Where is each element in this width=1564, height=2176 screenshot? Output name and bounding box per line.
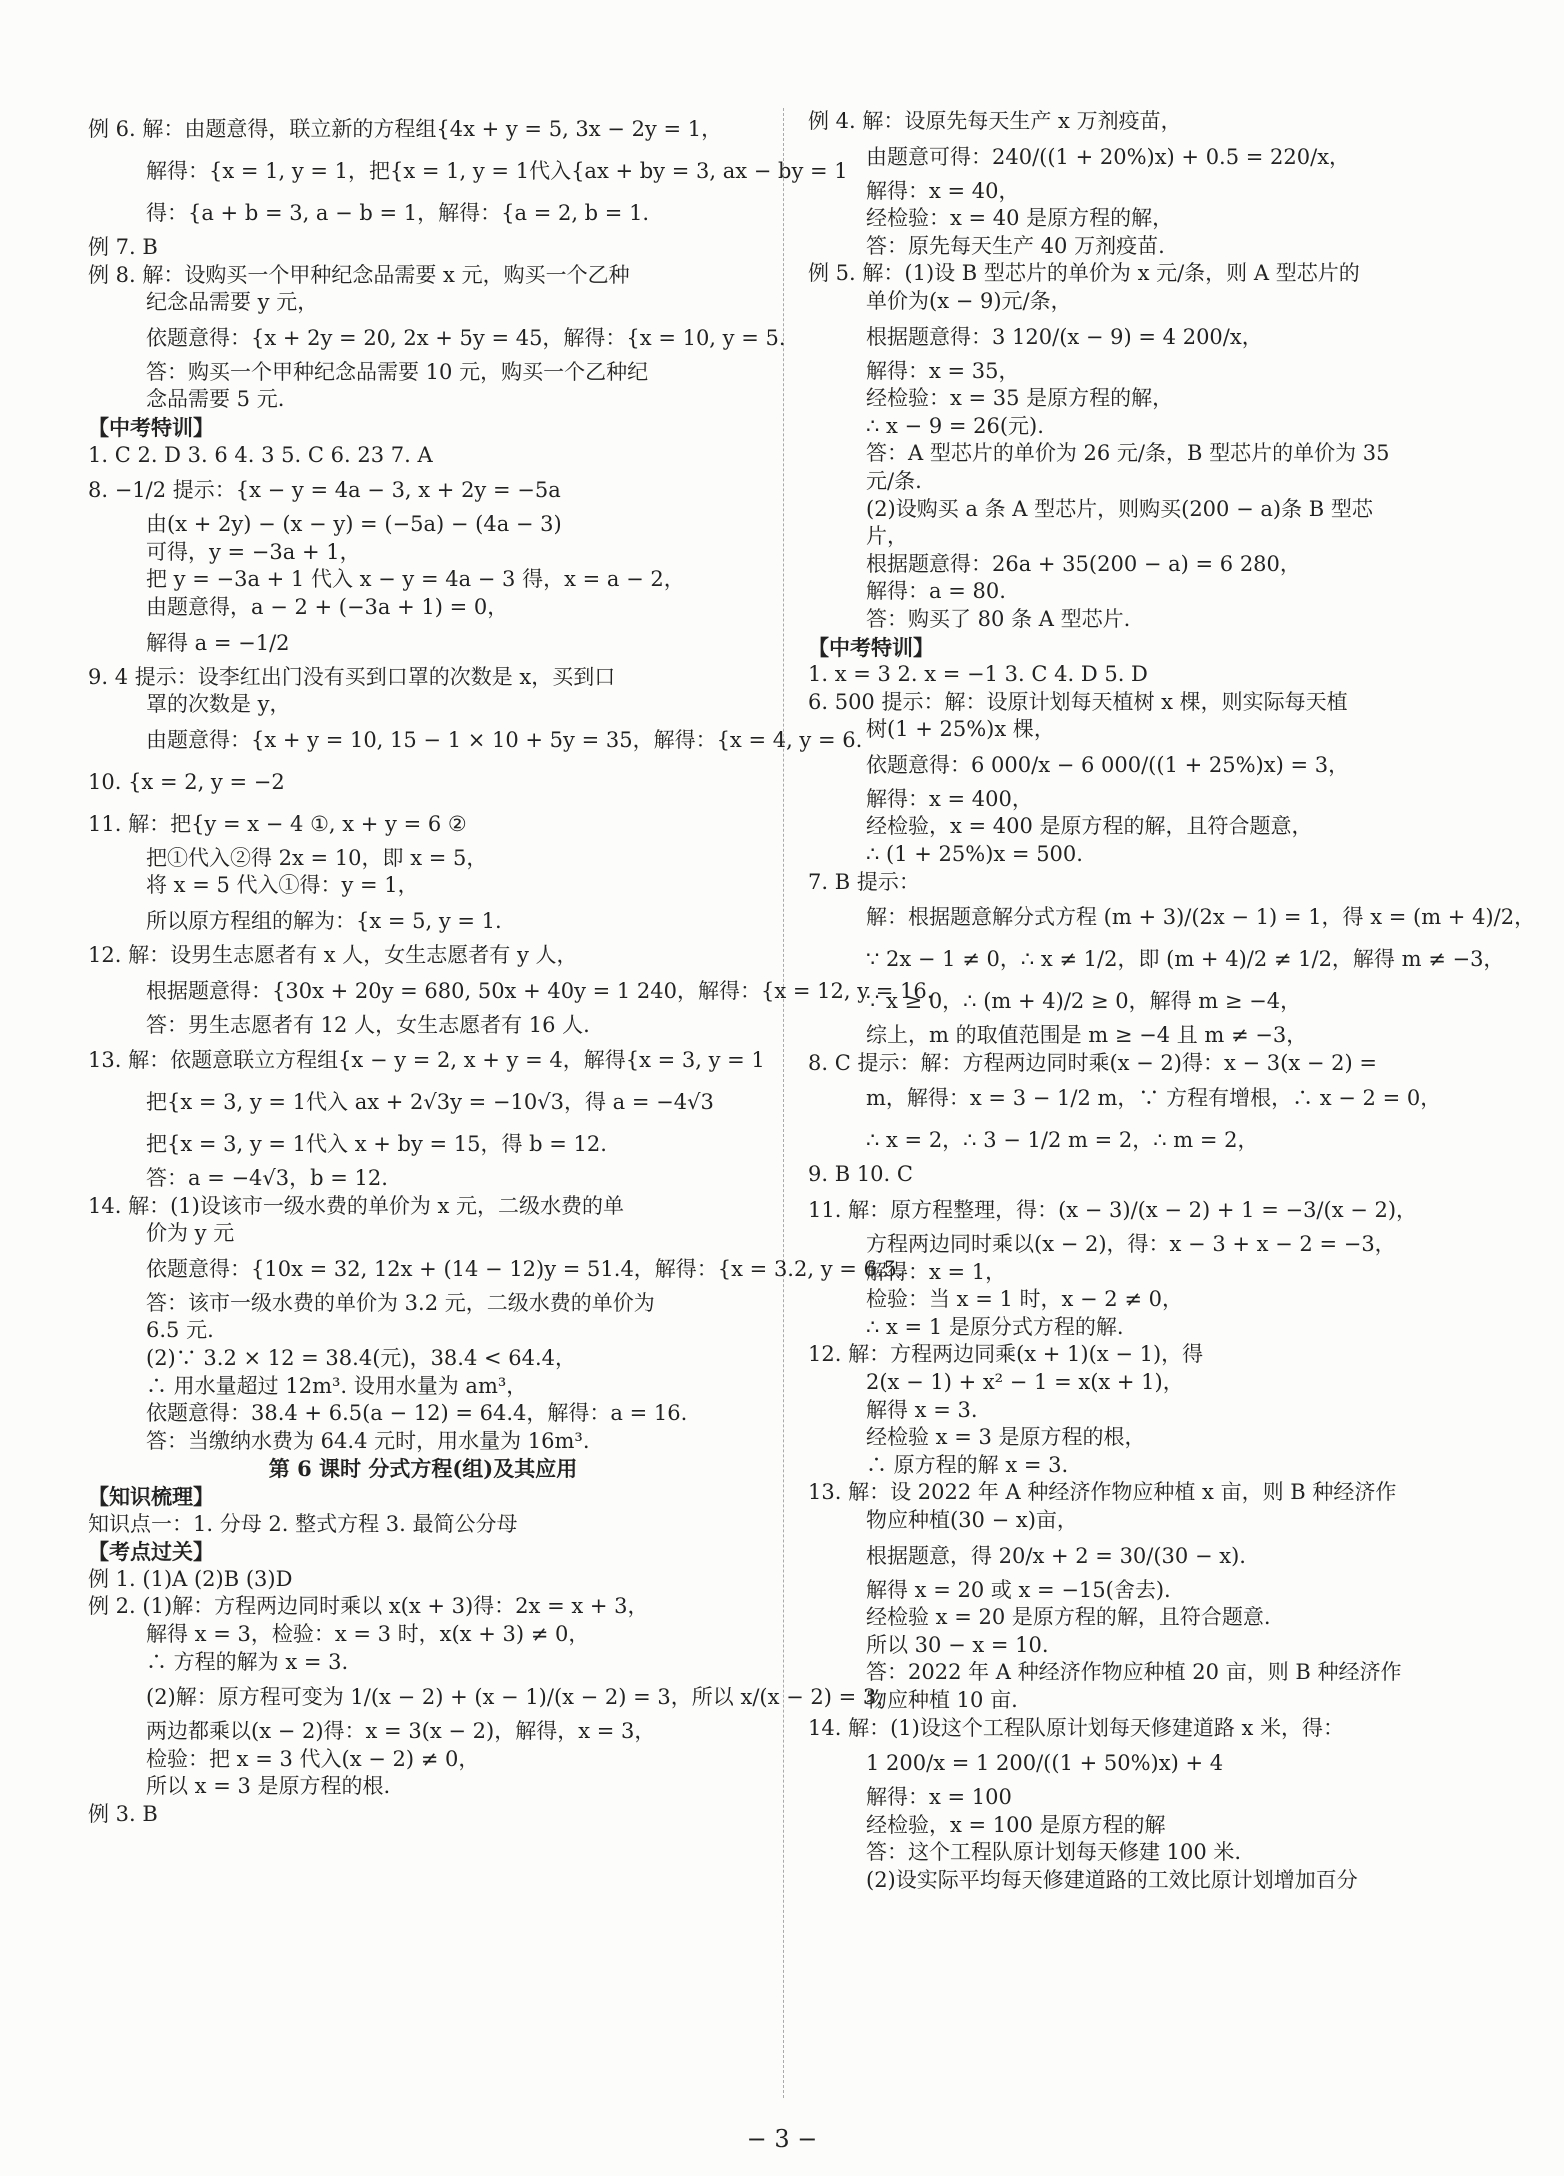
section-heading: 【考点过关】 [88, 1539, 214, 1565]
text-line: 解得：x = 35， [866, 358, 1020, 383]
text-line: 9. 4 提示：设李红出门没有买到口罩的次数是 x，买到口 [88, 664, 616, 689]
text-line: 价为 y 元 [146, 1221, 235, 1246]
text-line: 将 x = 5 代入①得：y = 1， [146, 873, 419, 898]
text-line: 例 6. 解：由题意得，联立新的方程组{4x + y = 5, 3x − 2y = 1， [88, 117, 723, 141]
section-heading: 【中考特训】 [88, 414, 214, 440]
text-line: 例 8. 解：设购买一个甲种纪念品需要 x 元，购买一个乙种 [88, 262, 630, 287]
text-line: (2)解：原方程可变为 1/(x − 2) + (x − 1)/(x − 2) = 3，所以 x/(x − 2) = 3， [146, 1685, 898, 1710]
text-line: 答：该市一级水费的单价为 3.2 元，二级水费的单价为 [146, 1290, 655, 1315]
text-line: 把{x = 3, y = 1代入 x + by = 15，得 b = 12. [146, 1132, 607, 1157]
text-line: 知识点一：1. 分母 2. 整式方程 3. 最简公分母 [88, 1511, 518, 1536]
text-line: 经检验，x = 400 是原方程的解，且符合题意， [866, 814, 1313, 839]
text-line: 10. {x = 2, y = −2 [88, 769, 285, 794]
text-line: 11. 解：原方程整理，得：(x − 3)/(x − 2) + 1 = −3/(x − 2)， [808, 1198, 1418, 1223]
text-line: 树(1 + 25%)x 棵， [866, 717, 1055, 742]
text-line: 13. 解：设 2022 年 A 种经济作物应种植 x 亩，则 B 种经济作 [808, 1480, 1397, 1505]
text-line: 单价为(x − 9)元/条， [866, 288, 1072, 313]
text-line: 7. B 提示： [808, 869, 920, 894]
text-line: 答：a = −4√3，b = 12. [146, 1166, 388, 1191]
text-line: 纪念品需要 y 元， [146, 290, 319, 315]
text-line: 1. x = 3 2. x = −1 3. C 4. D 5. D [808, 662, 1148, 687]
text-line: 物应种植(30 − x)亩， [866, 1507, 1078, 1532]
text-line: 物应种植 10 亩. [866, 1687, 1018, 1712]
text-line: 由(x + 2y) − (x − y) = (−5a) − (4a − 3) [146, 512, 562, 537]
text-line: 所以 30 − x = 10. [866, 1632, 1049, 1657]
text-line: 根据题意得：3 120/(x − 9) = 4 200/x， [866, 324, 1263, 349]
text-line: 经检验：x = 35 是原方程的解， [866, 386, 1174, 411]
text-line: (2)设购买 a 条 A 型芯片，则购买(200 − a)条 B 型芯 [866, 496, 1373, 521]
text-line: 解得：a = 80. [866, 579, 1006, 604]
section-heading: 【知识梳理】 [88, 1484, 214, 1510]
text-line: 解得 x = 3，检验：x = 3 时，x(x + 3) ≠ 0， [146, 1622, 590, 1646]
text-line: 经检验：x = 40 是原方程的解， [866, 206, 1174, 231]
text-line: 2(x − 1) + x² − 1 = x(x + 1)， [866, 1370, 1184, 1394]
text-line: 8. −1/2 提示：{x − y = 4a − 3, x + 2y = −5a [88, 478, 561, 503]
text-line: 例 1. (1)A (2)B (3)D [88, 1566, 293, 1591]
text-line: ∴ 方程的解为 x = 3. [146, 1649, 349, 1674]
text-line: 两边都乘以(x − 2)得：x = 3(x − 2)，解得，x = 3， [146, 1719, 656, 1744]
text-line: 答：购买了 80 条 A 型芯片. [866, 606, 1131, 631]
text-line: 经检验，x = 100 是原方程的解 [866, 1812, 1166, 1837]
text-line: 11. 解：把{y = x − 4 ①, x + y = 6 ② [88, 811, 467, 836]
text-line: 例 7. B [88, 235, 158, 259]
text-line: 依题意得：38.4 + 6.5(a − 12) = 64.4，解得：a = 16. [146, 1401, 688, 1426]
lesson-title: 第 6 课时 分式方程(组)及其应用 [268, 1456, 578, 1482]
text-line: 由题意得：{x + y = 10, 15 − 1 × 10 + 5y = 35，解得：{x = 4, y = 6. [146, 727, 863, 752]
text-line: 罩的次数是 y， [146, 692, 291, 717]
text-line: ∵ 2x − 1 ≠ 0，∴ x ≠ 1/2，即 (m + 4)/2 ≠ 1/2，解得 m ≠ −3， [866, 947, 1505, 972]
text-line: ∴ (1 + 25%)x = 500. [866, 842, 1083, 867]
text-line: 由题意可得：240/((1 + 20%)x) + 0.5 = 220/x， [866, 144, 1351, 169]
text-line: 检验：当 x = 1 时，x − 2 ≠ 0， [866, 1287, 1183, 1312]
text-line: 解：根据题意解分式方程 (m + 3)/(2x − 1) = 1，得 x = (m + 4)/2， [866, 905, 1536, 930]
text-line: 根据题意得：26a + 35(200 − a) = 6 280， [866, 551, 1301, 576]
text-line: 根据题意得：{30x + 20y = 680, 50x + 40y = 1 240，解得：{x = 12, y = 16. [146, 978, 934, 1003]
text-line: 答：2022 年 A 种经济作物应种植 20 亩，则 B 种经济作 [866, 1660, 1402, 1685]
text-line: 例 3. B [88, 1801, 158, 1826]
text-line: 6.5 元. [146, 1318, 214, 1343]
text-line: 12. 解：设男生志愿者有 x 人，女生志愿者有 y 人， [88, 942, 578, 967]
text-line: 解得：{x = 1, y = 1，把{x = 1, y = 1代入{ax + by = 3, ax − by = 1 [146, 159, 848, 183]
text-line: 可得，y = −3a + 1， [146, 539, 361, 564]
text-line: 例 2. (1)解：方程两边同时乘以 x(x + 3)得：2x = x + 3， [88, 1594, 649, 1619]
text-line: 把{x = 3, y = 1代入 ax + 2√3y = −10√3，得 a = −4√3 [146, 1090, 714, 1115]
text-line: 解得：x = 400， [866, 786, 1033, 811]
text-line: 解得 a = −1/2 [146, 630, 290, 655]
text-line: 方程两边同时乘以(x − 2)，得：x − 3 + x − 2 = −3， [866, 1232, 1396, 1257]
text-line: 检验：把 x = 3 代入(x − 2) ≠ 0， [146, 1746, 480, 1771]
text-line: 依题意得：{x + 2y = 20, 2x + 5y = 45，解得：{x = 10, y = 5. [146, 325, 786, 350]
text-line: 1 200/x = 1 200/((1 + 50%)x) + 4 [866, 1751, 1224, 1776]
text-line: 根据题意，得 20/x + 2 = 30/(30 − x). [866, 1543, 1246, 1568]
text-line: 1. C 2. D 3. 6 4. 3 5. C 6. 23 7. A [88, 442, 433, 467]
text-line: 把 y = −3a + 1 代入 x − y = 4a − 3 得，x = a − 2， [146, 567, 685, 592]
text-line: 答：原先每天生产 40 万剂疫苗. [866, 233, 1165, 258]
text-line: 元/条. [866, 468, 922, 493]
text-line: ∴ x − 9 = 26(元). [866, 413, 1044, 438]
text-line: 13. 解：依题意联立方程组{x − y = 2, x + y = 4，解得{x = 3, y = 1 [88, 1048, 765, 1073]
text-line: 12. 解：方程两边同乘(x + 1)(x − 1)，得 [808, 1342, 1204, 1367]
text-line: 解得 x = 20 或 x = −15(舍去). [866, 1577, 1171, 1602]
text-line: m，解得：x = 3 − 1/2 m，∵ 方程有增根，∴ x − 2 = 0， [866, 1086, 1442, 1111]
text-line: 综上，m 的取值范围是 m ≥ −4 且 m ≠ −3， [866, 1023, 1308, 1048]
text-line: 解得：x = 100 [866, 1785, 1012, 1810]
text-line: 所以原方程组的解为：{x = 5, y = 1. [146, 908, 502, 933]
text-line: 解得：x = 40， [866, 178, 1020, 203]
text-line: 念品需要 5 元. [146, 387, 285, 412]
text-line: 8. C 提示：解：方程两边同时乘(x − 2)得：x − 3(x − 2) = [808, 1050, 1377, 1075]
text-line: ∴ x = 2，∴ 3 − 1/2 m = 2，∴ m = 2， [866, 1128, 1259, 1153]
text-line: 答：当缴纳水费为 64.4 元时，用水量为 16m³. [146, 1428, 590, 1453]
text-line: 14. 解：(1)设该市一级水费的单价为 x 元，二级水费的单 [88, 1193, 625, 1218]
text-line: 由题意得，a − 2 + (−3a + 1) = 0， [146, 594, 509, 619]
text-line: ∴ 原方程的解 x = 3. [866, 1452, 1069, 1477]
text-line: (2)设实际平均每天修建道路的工效比原计划增加百分 [866, 1867, 1358, 1892]
text-line: ∴ x = 1 是原分式方程的解. [866, 1314, 1124, 1339]
right-column [808, 108, 1536, 1895]
text-line: 答：这个工程队原计划每天修建 100 米. [866, 1840, 1242, 1865]
text-line: 答：男生志愿者有 12 人，女生志愿者有 16 人. [146, 1012, 590, 1037]
text-line: 经检验 x = 3 是原方程的根， [866, 1425, 1146, 1450]
text-line: 把①代入②得 2x = 10，即 x = 5， [146, 845, 488, 870]
text-line: 9. B 10. C [808, 1162, 913, 1187]
text-line: 6. 500 提示：解：设原计划每天植树 x 棵，则实际每天植 [808, 689, 1348, 714]
text-line: 例 4. 解：设原先每天生产 x 万剂疫苗， [808, 109, 1182, 133]
text-line: 答：A 型芯片的单价为 26 元/条，B 型芯片的单价为 35 [866, 441, 1390, 466]
column-divider [783, 108, 784, 2098]
section-heading: 【中考特训】 [808, 634, 934, 660]
text-line: 14. 解：(1)设这个工程队原计划每天修建道路 x 米，得： [808, 1715, 1345, 1740]
text-line: 答：购买一个甲种纪念品需要 10 元，购买一个乙种纪 [146, 359, 649, 384]
text-line: 例 5. 解：(1)设 B 型芯片的单价为 x 元/条，则 A 型芯片的 [808, 261, 1360, 286]
text-line: (2)∵ 3.2 × 12 = 38.4(元)，38.4 < 64.4， [146, 1346, 577, 1371]
text-line: ∴ 用水量超过 12m³. 设用水量为 am³， [146, 1373, 528, 1398]
text-line: 所以 x = 3 是原方程的根. [146, 1774, 391, 1799]
text-line: 依题意得：{10x = 32, 12x + (14 − 12)y = 51.4，解得：{x = 3.2, y = 6.5. [146, 1256, 904, 1281]
text-line: 依题意得：6 000/x − 6 000/((1 + 25%)x) = 3， [866, 752, 1350, 777]
text-line: 片， [866, 524, 908, 549]
page-number: − 3 − [746, 2125, 818, 2153]
text-line: 解得 x = 3. [866, 1397, 978, 1422]
text-line: ∵ x ≥ 0，∴ (m + 4)/2 ≥ 0，解得 m ≥ −4， [866, 989, 1302, 1014]
text-line: 经检验 x = 20 是原方程的解，且符合题意. [866, 1605, 1271, 1630]
text-line: 得：{a + b = 3, a − b = 1，解得：{a = 2, b = 1. [146, 201, 650, 225]
text-line: 解得：x = 1， [866, 1259, 1007, 1284]
